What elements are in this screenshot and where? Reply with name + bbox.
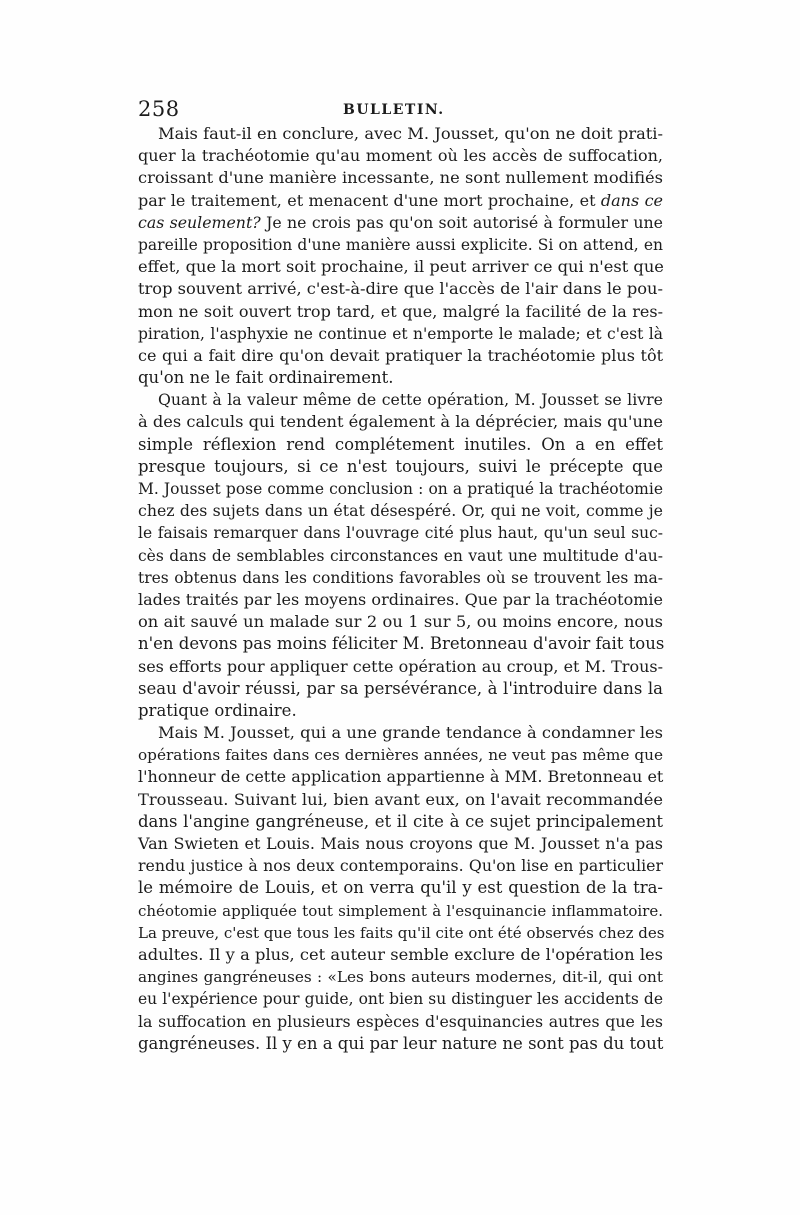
- line-text: M. Jousset pose comme conclusion : on a pratiqué la trachéotomie: [138, 480, 663, 498]
- text-line: [138, 988, 663, 1010]
- text-line: [138, 367, 663, 389]
- line-text: ce qui a fait dire qu'on devait pratiquer la trachéotomie plus tôt: [138, 345, 663, 365]
- text-line: [138, 522, 663, 544]
- text-line: [138, 123, 663, 145]
- line-text: quer la trachéotomie qu'au moment où les accès de suffocation,: [138, 146, 663, 166]
- text-line: [138, 278, 663, 300]
- line-text: gangréneuses. Il y en a qui par leur nature ne sont pas du tout: [138, 1033, 664, 1053]
- text-line: [138, 900, 663, 922]
- line-text: seau d'avoir réussi, par sa persévérance, à l'introduire dans la: [138, 678, 663, 698]
- text-line: [138, 944, 663, 966]
- text-line: [138, 500, 663, 522]
- text-line: [138, 633, 663, 655]
- line-text: par le traitement, et menacent d'une mort prochaine, et: [138, 190, 596, 210]
- text-line: [138, 722, 663, 744]
- line-text: lades traités par les moyens ordinaires. Que par la trachéotomie: [138, 589, 663, 609]
- page-number: 258: [138, 97, 180, 121]
- line-text: angines gangréneuses : «Les bons auteurs modernes, dit-il, qui ont: [138, 968, 663, 987]
- text-line: [138, 234, 663, 256]
- line-text: dans l'angine gangréneuse, et il cite à ce sujet principalement: [138, 811, 663, 831]
- text-line: [138, 1033, 663, 1055]
- italic-text: cas seulement?: [138, 212, 261, 232]
- line-text: La preuve, c'est que tous les faits qu'il cite ont été observés chez des: [138, 923, 665, 942]
- line-text: à des calculs qui tendent également à la déprécier, mais qu'une: [138, 412, 663, 432]
- text-line: [138, 567, 663, 589]
- text-line: [138, 922, 663, 944]
- line-text: n'en devons pas moins féliciter M. Bretonneau d'avoir fait tous: [138, 634, 665, 654]
- text-line: [138, 589, 663, 611]
- line-text: mon ne soit ouvert trop tard, et que, malgré la facilité de la res-: [138, 301, 663, 321]
- text-line: [138, 345, 663, 367]
- italic-text: dans ce: [600, 190, 663, 210]
- line-text: le mémoire de Louis, et on verra qu'il y est question de la tra-: [138, 878, 663, 898]
- text-line: [138, 855, 663, 877]
- line-text: chez des sujets dans un état désespéré. Or, qui ne voit, comme je: [138, 501, 663, 521]
- text-line: [138, 1011, 663, 1033]
- line-text: tres obtenus dans les conditions favorables où se trouvent les ma-: [138, 568, 663, 587]
- text-line: [138, 190, 663, 212]
- line-text: croissant d'une manière incessante, ne sont nullement modifiés: [138, 168, 663, 188]
- text-line: [138, 167, 663, 189]
- text-line: [138, 833, 663, 855]
- text-line: [138, 389, 663, 411]
- text-line: [138, 478, 663, 500]
- line-text: Van Swieten et Louis. Mais nous croyons que M. Jousset n'a pas: [138, 834, 663, 853]
- line-text: qu'on ne le fait ordinairement.: [138, 368, 394, 388]
- line-text: simple réflexion rend complétement inutiles. On a en effet: [138, 434, 663, 454]
- text-line: [138, 744, 663, 766]
- text-line: [138, 434, 663, 456]
- line-text: effet, que la mort soit prochaine, il peut arriver ce qui n'est que: [138, 257, 664, 277]
- line-text: on ait sauvé un malade sur 2 ou 1 sur 5, ou moins encore, nous: [138, 612, 663, 632]
- line-text: adultes. Il y a plus, cet auteur semble exclure de l'opération les: [138, 944, 663, 964]
- line-text: pratique ordinaire.: [138, 700, 297, 720]
- text-line: [138, 656, 663, 678]
- text-line: [138, 766, 663, 788]
- line-text: la suffocation en plusieurs espèces d'esquinancies autres que les: [138, 1011, 663, 1031]
- text-line: [138, 700, 663, 722]
- line-text: chéotomie appliquée tout simplement à l'esquinancie inflammatoire.: [138, 901, 663, 920]
- text-line: [138, 811, 663, 833]
- text-line: [138, 545, 663, 567]
- line-text: trop souvent arrivé, c'est-à-dire que l'accès de l'air dans le pou-: [138, 279, 663, 299]
- line-text: Je ne crois pas qu'on soit autorisé à formuler une: [266, 212, 663, 232]
- line-text: pareille proposition d'une manière aussi explicite. Si on attend, en: [138, 235, 663, 254]
- line-text: Quant à la valeur même de cette opération, M. Jousset se livre: [158, 390, 663, 410]
- text-line: [138, 456, 663, 478]
- text-line: [138, 256, 663, 278]
- line-text: cès dans de semblables circonstances en vaut une multitude d'au-: [138, 546, 663, 565]
- text-line: [138, 611, 663, 633]
- text-line: [138, 145, 663, 167]
- body-text: [138, 123, 663, 1055]
- text-line: [138, 212, 663, 234]
- line-text: piration, l'asphyxie ne continue et n'emporte le malade; et c'est là: [138, 324, 663, 343]
- line-text: Trousseau. Suivant lui, bien avant eux, on l'avait recommandée: [138, 789, 663, 809]
- text-line: [138, 323, 663, 345]
- text-line: [138, 301, 663, 323]
- text-line: [138, 789, 663, 811]
- line-text: le faisais remarquer dans l'ouvrage cité plus haut, qu'un seul suc-: [138, 524, 663, 543]
- line-text: l'honneur de cette application appartienne à MM. Bretonneau et: [138, 767, 664, 787]
- running-head: BULLETIN.: [343, 102, 445, 118]
- line-text: opérations faites dans ces dernières années, ne veut pas même que: [138, 746, 663, 765]
- line-text: presque toujours, si ce n'est toujours, suivi le précepte que: [138, 456, 663, 476]
- text-line: [138, 678, 663, 700]
- text-line: [138, 877, 663, 899]
- line-text: ses efforts pour appliquer cette opération au croup, et M. Trous-: [138, 656, 663, 676]
- line-text: eu l'expérience pour guide, ont bien su distinguer les accidents de: [138, 990, 663, 1009]
- line-text: rendu justice à nos deux contemporains. Qu'on lise en particulier: [138, 856, 663, 876]
- line-text: Mais M. Jousset, qui a une grande tendance à condamner les: [158, 723, 663, 743]
- text-line: [138, 411, 663, 433]
- line-text: Mais faut-il en conclure, avec M. Jousset, qu'on ne doit prati-: [158, 124, 663, 143]
- text-line: [138, 966, 663, 988]
